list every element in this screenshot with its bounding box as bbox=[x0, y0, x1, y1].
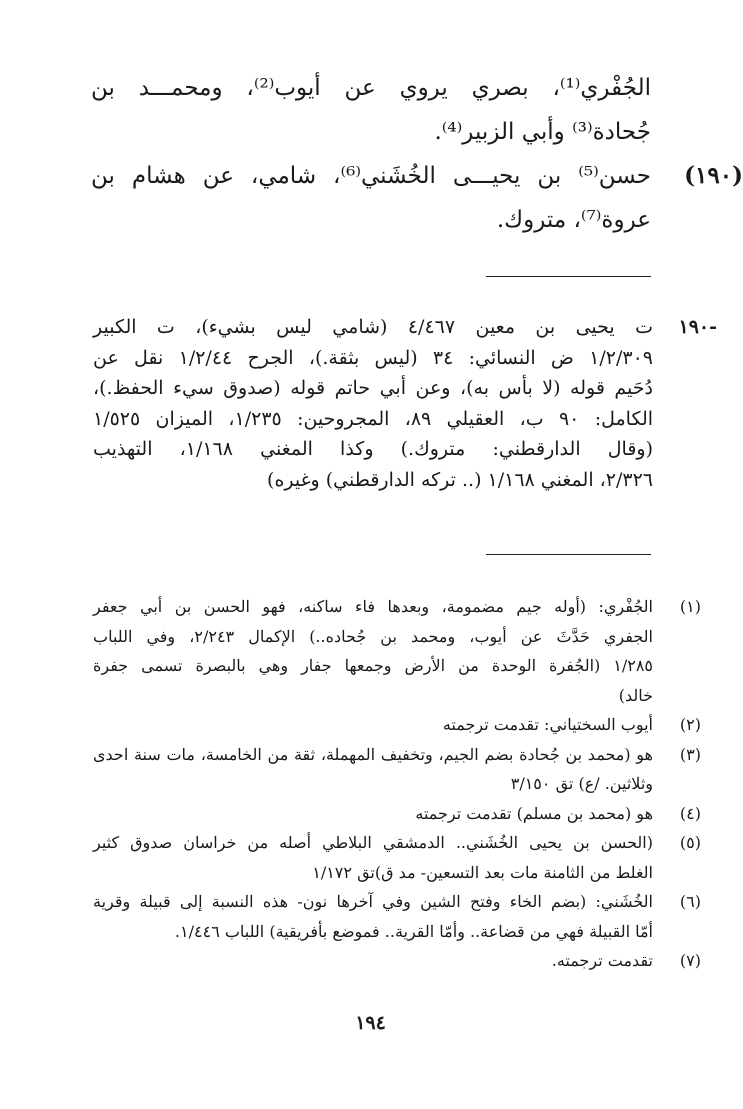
footnote-number: (۳) bbox=[679, 744, 701, 764]
entry-previous bbox=[91, 66, 651, 154]
footnote-number: (٤) bbox=[679, 803, 701, 823]
footnote-line: أمّا القبيلة فهي من قضاعة.. وأمّا القرية.. فموضع بأفريقية) اللباب ۱/٤٤٦. bbox=[174, 921, 653, 941]
divider-rule bbox=[486, 554, 651, 555]
footnote-line: الجفري حَدَّثَ عن أيوب، ومحمد بن جُحاده..) الإكمال ۲/۲٤۳، وفي اللباب bbox=[93, 626, 653, 646]
commentary-line: ۱/۲/۳۰۹ ض النسائي: ٣٤ (ليس بثقة.)، الجرح ۱/۲/٤٤ نقل عن bbox=[93, 346, 653, 369]
footnote-number: (۷) bbox=[679, 951, 701, 970]
footnote-line: (الحسن بن يحيى الخُشَني.. الدمشقي البلاطي أصله من خراسان صدوق كثير bbox=[93, 833, 653, 852]
commentary-line: دُحَيم قوله (لا بأس به)، وعن أبي حاتم قوله (صدوق سيء الحفظ.)، bbox=[93, 377, 653, 399]
footnote-line: أيوب السختياني: تقدمت ترجمته bbox=[442, 715, 653, 734]
commentary-line: الكامل: ٩٠ ب، العقيلي ٨٩، المجروحين: ۱/۲۳٥، الميزان ۱/٥۲٥ bbox=[93, 407, 654, 430]
footnote-line: هو (محمد بن جُحادة بضم الجيم، وتخفيف المهملة، ثقة من الخامسة، مات سنة احدى bbox=[93, 744, 653, 764]
main-line: حسن⁽⁵⁾ بن يحيـــى الخُشَني⁽⁶⁾، شامي، عن هشام بن bbox=[91, 163, 651, 189]
commentary-line: (وقال الدارقطني: متروك.) وكذا المغني ۱/۱٦٨، التهذيب bbox=[93, 438, 653, 460]
footnote bbox=[93, 828, 701, 887]
footnote-number: (٥) bbox=[679, 833, 701, 852]
footnote-line: الجُفْري: (أوله جيم مضمومة، وبعدها فاء ساكنه، فهو الحسن بن أبي جعفر bbox=[93, 597, 653, 616]
main-line: عروة⁽⁷⁾، متروك. bbox=[496, 207, 651, 233]
footnote-line: خالد) bbox=[618, 685, 653, 705]
divider-rule bbox=[486, 276, 651, 277]
footnote-line: تقدمت ترجمته. bbox=[551, 951, 653, 970]
footnote bbox=[93, 592, 701, 710]
footnote bbox=[93, 740, 701, 799]
footnote-line: وثلاثين. /ع) تق ۳/۱٥۰ bbox=[510, 774, 653, 793]
main-line: جُحادة⁽³⁾ وأبي الزبير⁽⁴⁾. bbox=[434, 119, 651, 145]
entry-number: (۱۹۰) bbox=[684, 162, 743, 189]
commentary-block bbox=[93, 312, 717, 495]
main-line: الجُفْري⁽¹⁾، بصري يروي عن أيوب⁽²⁾، ومحمـــد بن bbox=[91, 75, 651, 101]
footnote-line: الخُشَني: (بضم الخاء وفتح الشين وفي آخرها نون- هذه النسبة إلى قبيلة وقرية bbox=[93, 892, 653, 911]
footnote-line: ۱/۲۸٥ (الجُفرة الوحدة من الأرض وجمعها جفار وهي بالبصرة تسمى جفرة bbox=[93, 656, 653, 675]
commentary-line: ۲/۳۲٦، المغني ۱/۱٦٨ (.. تركه الدارقطني) وغيره) bbox=[267, 468, 653, 491]
footnote-number: (۱) bbox=[679, 597, 701, 616]
footnote bbox=[93, 710, 701, 740]
main-text bbox=[91, 66, 743, 242]
footnote-number: (۲) bbox=[679, 715, 701, 734]
footnote bbox=[93, 946, 701, 976]
footnote bbox=[93, 799, 701, 829]
entry-190 bbox=[91, 154, 743, 242]
commentary-line: ت يحيى بن معين ٤/٤٦٧ (شامي ليس بشيء)، ت الكبير bbox=[93, 316, 653, 338]
footnote-number: (٦) bbox=[679, 892, 701, 911]
commentary-number: -۱۹۰ bbox=[678, 316, 717, 338]
footnotes bbox=[93, 592, 701, 976]
footnote-line: هو (محمد بن مسلم) تقدمت ترجمته bbox=[415, 803, 653, 823]
page-number: ۱۹٤ bbox=[355, 1012, 386, 1034]
footnote-line: الغلط من الثامنة مات بعد التسعين- مد ق)تق ۱/۱۷۲ bbox=[312, 862, 653, 882]
footnote bbox=[93, 887, 701, 946]
